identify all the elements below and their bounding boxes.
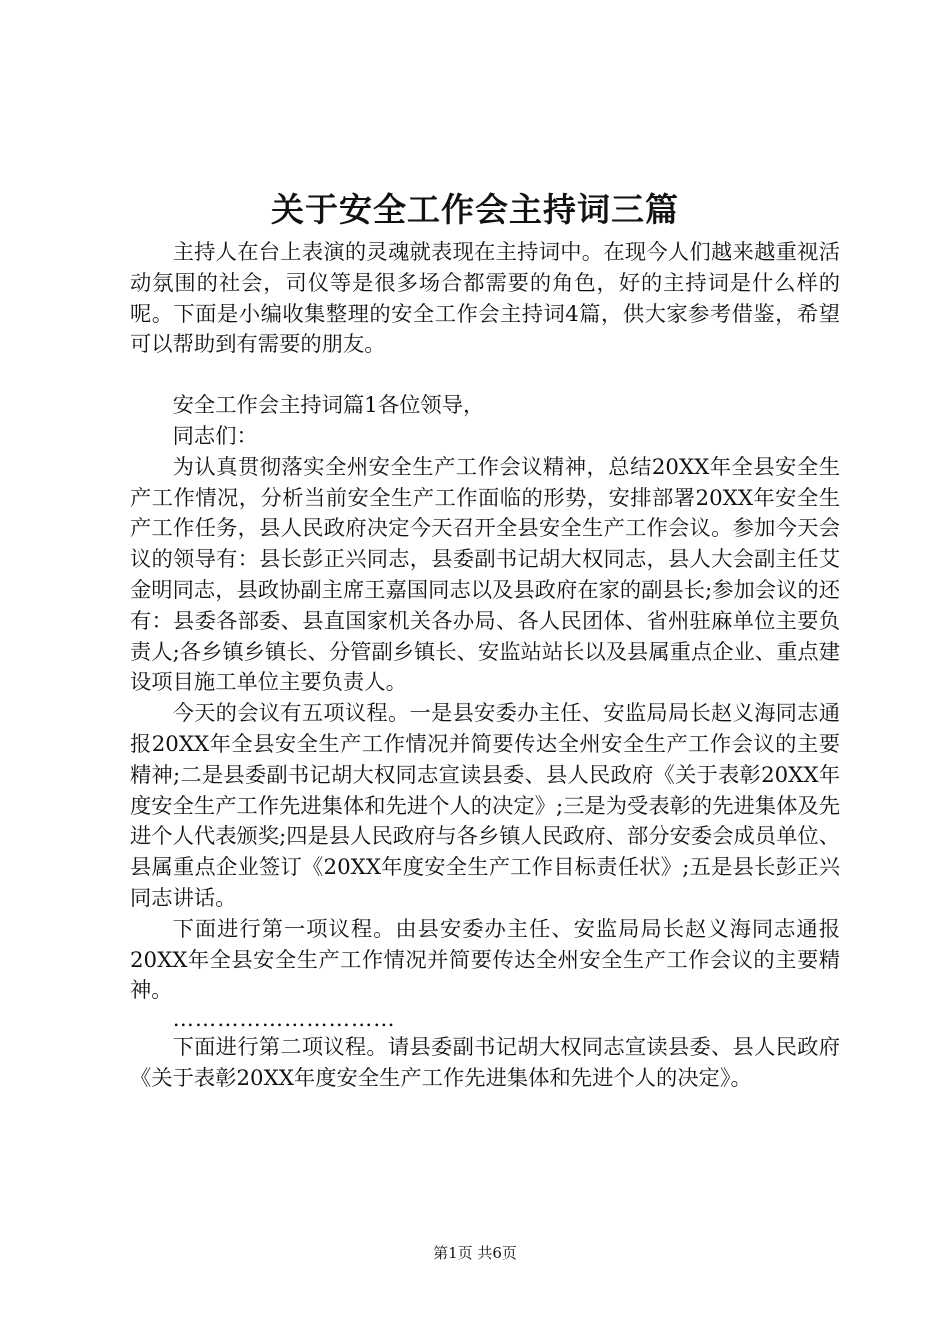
closing-paragraph: 下面进行第二项议程。请县委副书记胡大权同志宣读县委、县人民政府《关于表彰20XX年度安全生产工作先进集体和先进个人的决定》。 [130,1035,840,1091]
ellipsis-line: ………………………… [172,1007,396,1033]
body-paragraph: 下面进行第一项议程。由县安委办主任、安监局局长赵义海同志通报20XX年全县安全生产工作情况并简要传达全州安全生产工作会议的主要精神。 [130,916,840,1004]
paragraph-spacer [130,361,840,391]
document-body [130,238,840,1095]
page-footer: 第1页 共6页 [433,1244,517,1262]
body-paragraph: 今天的会议有五项议程。一是县安委办主任、安监局局长赵义海同志通报20XX年全县安全生产工作情况并简要传达全州安全生产工作会议的主要精神;二是县委副书记胡大权同志宣读县委、县人民政府《关于表彰20XX年度安全生产工作先进集体和先进个人的决定》;三是为受表彰的先进集体及先进个人代表颁奖;四是县人民政府与各乡镇人民政府、部分安委会成员单位、县属重点企业签订《20XX年度安全生产工作目标责任状》;五是县长彭正兴同志讲话。 [130,701,840,911]
salutation: 同志们： [172,423,258,449]
intro-paragraph: 主持人在台上表演的灵魂就表现在主持词中。在现今人们越来越重视活动氛围的社会，司仪等是很多场合都需要的角色，好的主持词是什么样的呢。下面是小编收集整理的安全工作会主持词4篇，供大家参考借鉴，希望可以帮助到有需要的朋友。 [130,240,840,358]
body-paragraph: 为认真贯彻落实全州安全生产工作会议精神，总结20XX年全县安全生产工作情况，分析当前安全生产工作面临的形势，安排部署20XX年安全生产工作任务，县人民政府决定今天召开全县安全生产工作会议。参加今天会议的领导有：县长彭正兴同志，县委副书记胡大权同志，县人大会副主任艾金明同志，县政协副主席王嘉国同志以及县政府在家的副县长;参加会议的还有：县委各部委、县直国家机关各办局、各人民团体、省州驻麻单位主要负责人;各乡镇乡镇长、分管副乡镇长、安监站站长以及县属重点企业、重点建设项目施工单位主要负责人。 [130,454,840,696]
section-heading: 安全工作会主持词篇1各位领导， [172,393,485,419]
document-title: 关于安全工作会主持词三篇 [271,190,679,229]
